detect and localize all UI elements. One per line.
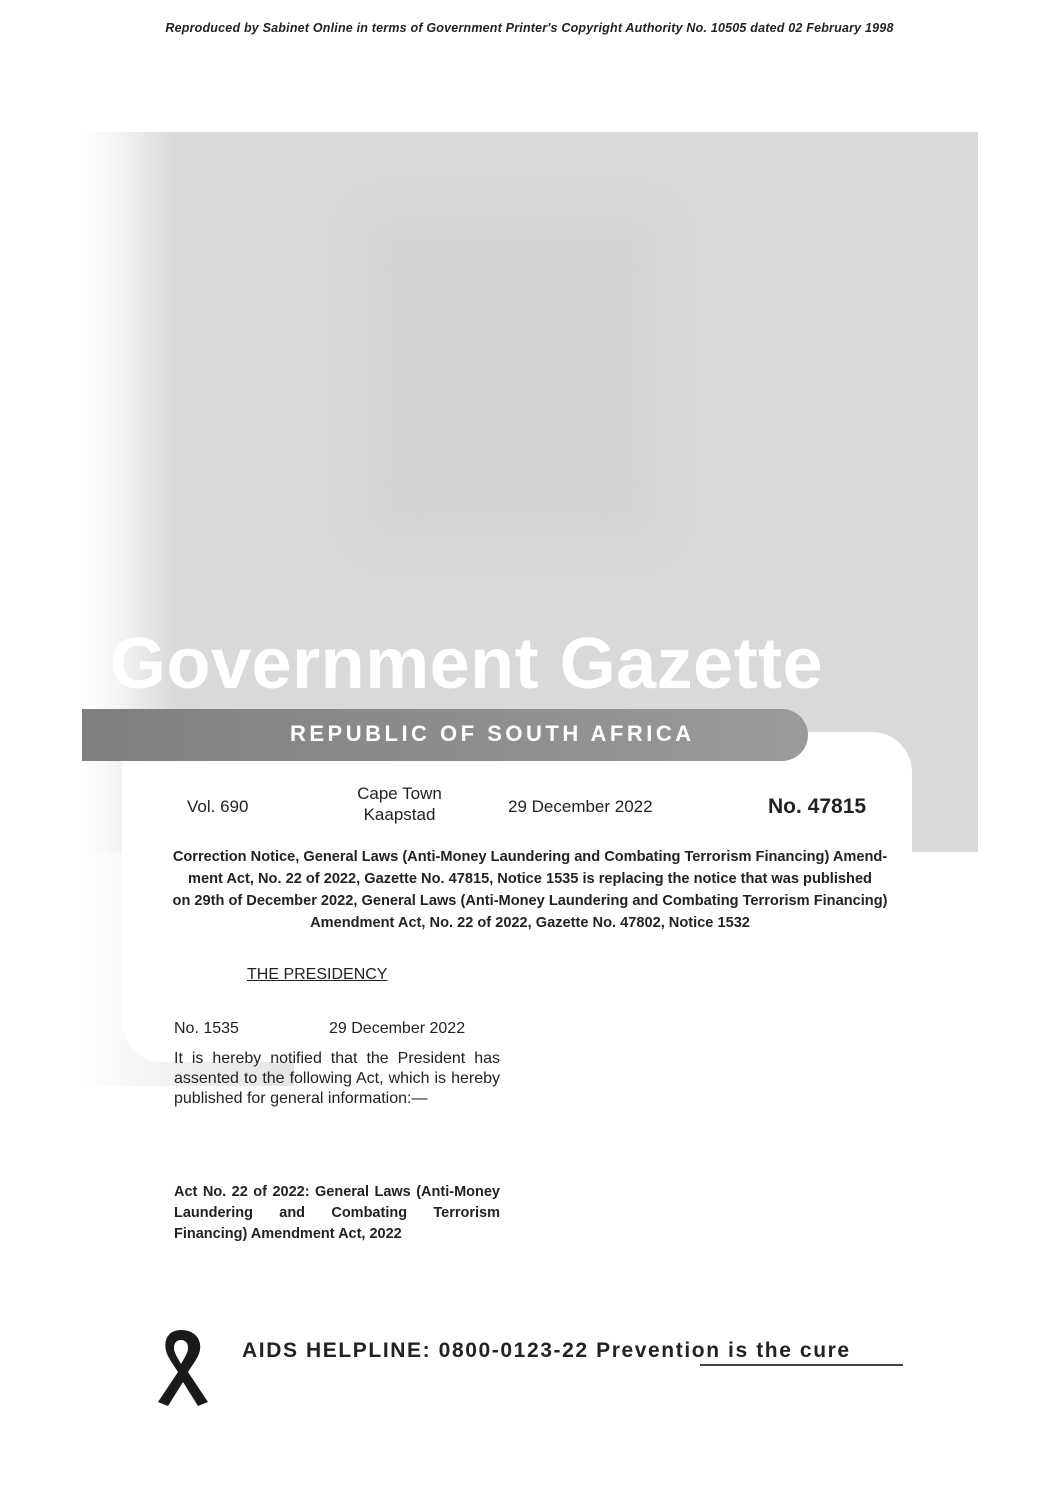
gazette-title: Government Gazette [110, 624, 824, 704]
notice-date: 29 December 2022 [329, 1020, 466, 1037]
republic-banner-label: REPUBLIC OF SOUTH AFRICA [290, 721, 695, 746]
awareness-ribbon-icon [152, 1326, 210, 1408]
city-english: Cape Town [357, 784, 442, 803]
correction-line: Correction Notice, General Laws (Anti-Money Laundering and Combating Terrorism Financing) Amend- [172, 849, 888, 865]
gazette-number: No. 47815 [768, 795, 867, 818]
notice-body: It is hereby notified that the President has assented to the following Act, which is hereby published for general information:— [174, 1050, 500, 1107]
correction-notice [90, 846, 970, 934]
republic-banner [82, 709, 808, 761]
aids-helpline: AIDS HELPLINE: 0800-0123-22 Prevention is the cure [242, 1339, 851, 1362]
issue-date: 29 December 2022 [508, 797, 653, 816]
correction-line: ment Act, No. 22 of 2022, Gazette No. 47815, Notice 1535 is replacing the notice that was published [188, 871, 872, 887]
act-title: Act No. 22 of 2022: General Laws (Anti-Money Laundering and Combating Terrorism Financing) Amendment Act, 2022 [174, 1184, 500, 1242]
cover-panel-inset [392, 242, 632, 512]
department-heading: THE PRESIDENCY [247, 966, 388, 983]
volume-number: Vol. 690 [187, 797, 249, 816]
copyright-notice: Reproduced by Sabinet Online in terms of Government Printer's Copyright Authority No. 10505 dated 02 February 1998 [165, 21, 894, 35]
helpline-rule [700, 1364, 903, 1366]
correction-line: on 29th of December 2022, General Laws (Anti-Money Laundering and Combating Terrorism Financing) [172, 893, 888, 909]
correction-line: Amendment Act, No. 22 of 2022, Gazette No. 47802, Notice 1532 [310, 915, 750, 931]
city-afrikaans: Kaapstad [363, 805, 436, 824]
notice-number: No. 1535 [174, 1020, 239, 1037]
publication-place [342, 783, 457, 825]
